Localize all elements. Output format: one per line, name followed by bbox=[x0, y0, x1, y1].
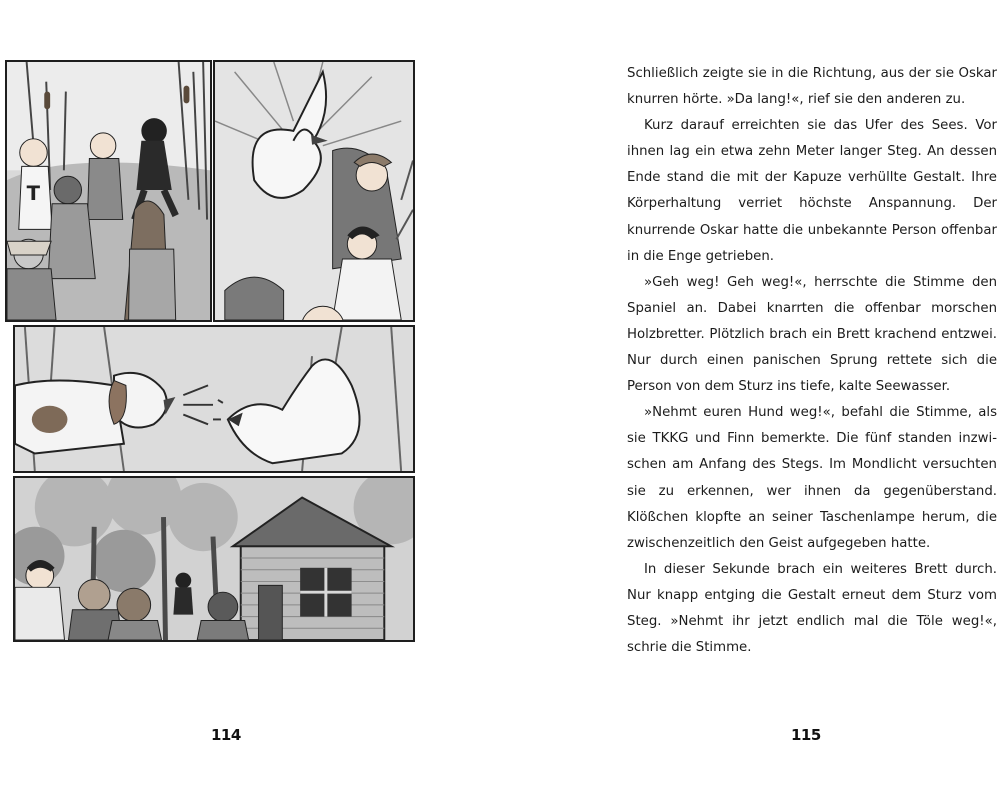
body-text bbox=[627, 61, 997, 661]
right-page bbox=[500, 0, 1000, 800]
paragraph: Kurz darauf erreichten sie das Ufer des Sees. Vor ihnen lag ein etwa zehn Meter langer Steg. An dessen Ende stand die mit der Kapuze verhüllte Gestalt. Ihre Körperhaltung verriet höchste Anspannung. Der knurrende Oskar hatte die unbekannte Person offenbar in die Enge getrieben. bbox=[627, 118, 997, 264]
svg-text:T: T bbox=[26, 181, 40, 205]
paragraph: In dieser Sekunde brach ein weiteres Brett durch. Nur knapp entging die Gestalt erneut dem Sturz vom Steg. »Nehmt ihr jetzt endlich mal die Töle weg!«, schrie die Stimme. bbox=[627, 561, 997, 656]
swan-attack-panel bbox=[213, 60, 415, 322]
paragraph: Schließlich zeigte sie in die Richtung, aus der sie Oskar knurren hörte. »Da lang!«, rief sie den anderen zu. bbox=[627, 66, 997, 108]
page-number-left: 114 bbox=[211, 726, 241, 744]
page-number-right: 115 bbox=[791, 726, 821, 744]
comic-illustration bbox=[5, 60, 415, 642]
paragraph: »Geh weg! Geh weg!«, herrschte die Stimme den Spaniel an. Dabei knarrten die offenbar morschen Holzbretter. Plötzlich brach ein Brett krachend entzwei. Nur durch einen panischen Sprung rettete sich die Person von dem Sturz ins tiefe, kalte Seewasser. bbox=[627, 274, 997, 395]
dog-and-swan-panel bbox=[13, 325, 415, 473]
paragraph: »Nehmt euren Hund weg!«, befahl die Stimme, als sie TKKG und Finn bemerkte. Die fünf standen inzwischen am Anfang des Stegs. Im Mondlicht versuchten sie zu erkennen, wer ihnen da gegenüberstand. Klößchen klopfte an seiner Taschenlampe herum, die zwischenzeitlich den Geist aufgegeben hatte. bbox=[627, 405, 997, 551]
cabin-panel bbox=[13, 476, 415, 642]
chase-panel bbox=[5, 60, 212, 322]
